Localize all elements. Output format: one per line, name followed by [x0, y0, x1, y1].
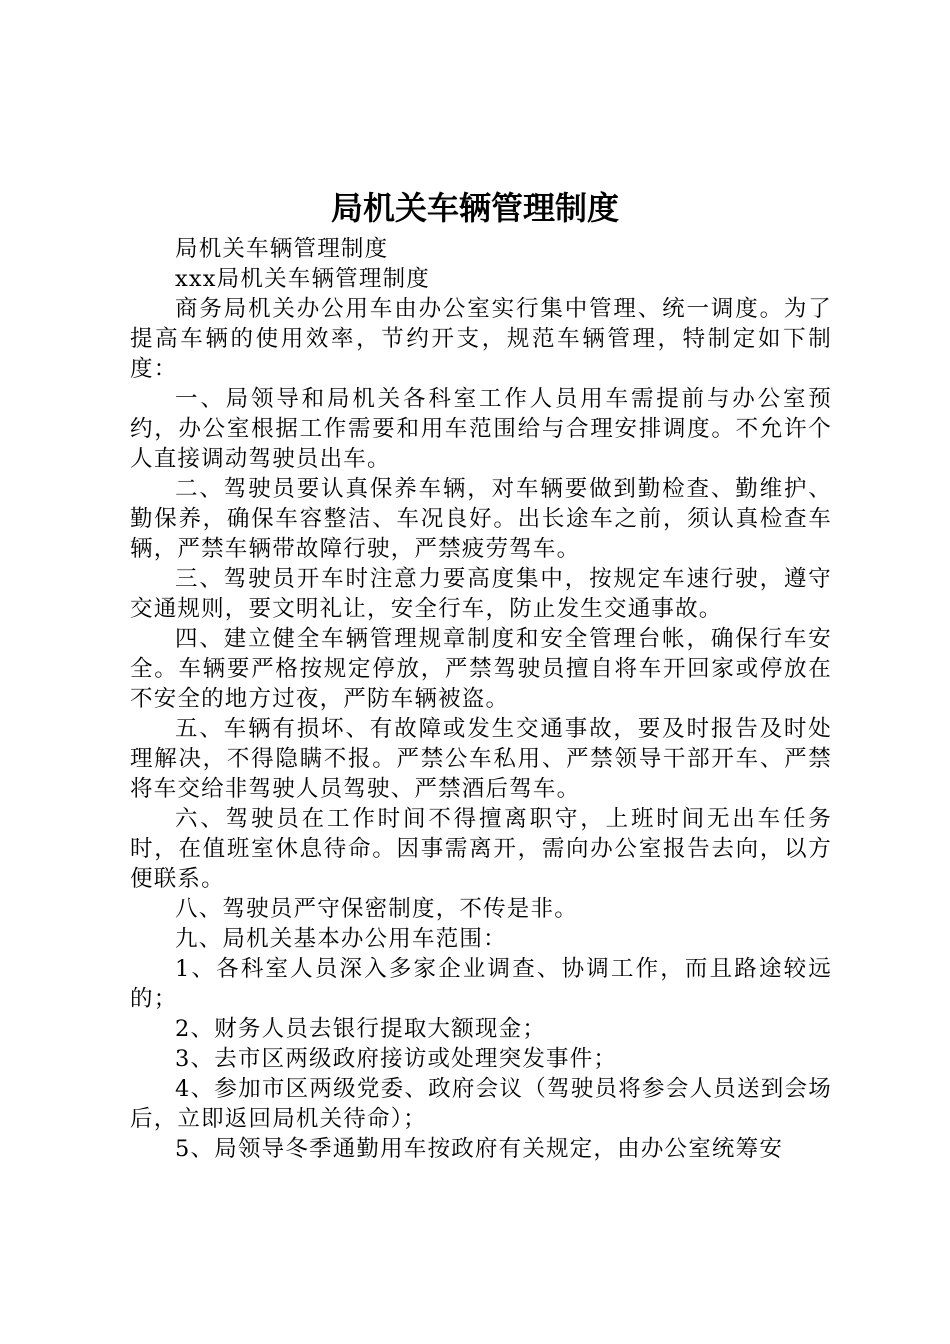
paragraph: 一、局领导和局机关各科室工作人员用车需提前与办公室预约，办公室根据工作需要和用车范围给与合理安排调度。不允许个人直接调动驾驶员出车。 [130, 386, 832, 472]
paragraph: 商务局机关办公用车由办公室实行集中管理、统一调度。为了提高车辆的使用效率，节约开支，规范车辆管理，特制定如下制度： [130, 296, 832, 382]
paragraph: 1、各科室人员深入多家企业调查、协调工作，而且路途较远的； [130, 956, 832, 1012]
paragraph: 2、财务人员去银行提取大额现金； [175, 1016, 547, 1042]
paragraph: 四、建立健全车辆管理规章制度和安全管理台帐，确保行车安全。车辆要严格按规定停放，严禁驾驶员擅自将车开回家或停放在不安全的地方过夜，严防车辆被盗。 [130, 626, 832, 712]
paragraph: 局机关车辆管理制度 [175, 236, 389, 262]
paragraph: 三、驾驶员开车时注意力要高度集中，按规定车速行驶，遵守交通规则，要文明礼让，安全行车，防止发生交通事故。 [130, 566, 832, 622]
document-title: 局机关车辆管理制度 [330, 189, 619, 227]
paragraph: 六、驾驶员在工作时间不得擅离职守，上班时间无出车任务时，在值班室休息待命。因事需离开，需向办公室报告去向，以方便联系。 [130, 806, 832, 892]
paragraph: 3、去市区两级政府接访或处理突发事件； [175, 1046, 618, 1072]
paragraph: 五、车辆有损坏、有故障或发生交通事故，要及时报告及时处理解决，不得隐瞒不报。严禁公车私用、严禁领导干部开车、严禁将车交给非驾驶人员驾驶、严禁酒后驾车。 [130, 716, 832, 802]
paragraph: 4、参加市区两级党委、政府会议（驾驶员将参会人员送到会场后，立即返回局机关待命）； [130, 1076, 832, 1132]
paragraph: 二、驾驶员要认真保养车辆，对车辆要做到勤检查、勤维护、勤保养，确保车容整洁、车况良好。出长途车之前，须认真检查车辆，严禁车辆带故障行驶，严禁疲劳驾车。 [130, 476, 832, 562]
paragraph: 5、局领导冬季通勤用车按政府有关规定，由办公室统筹安 [175, 1136, 784, 1162]
paragraph: 八、驾驶员严守保密制度，不传是非。 [175, 896, 578, 922]
document-body [130, 234, 832, 1164]
paragraph: xxx局机关车辆管理制度 [175, 266, 430, 292]
paragraph: 九、局机关基本办公用车范围： [175, 926, 507, 952]
